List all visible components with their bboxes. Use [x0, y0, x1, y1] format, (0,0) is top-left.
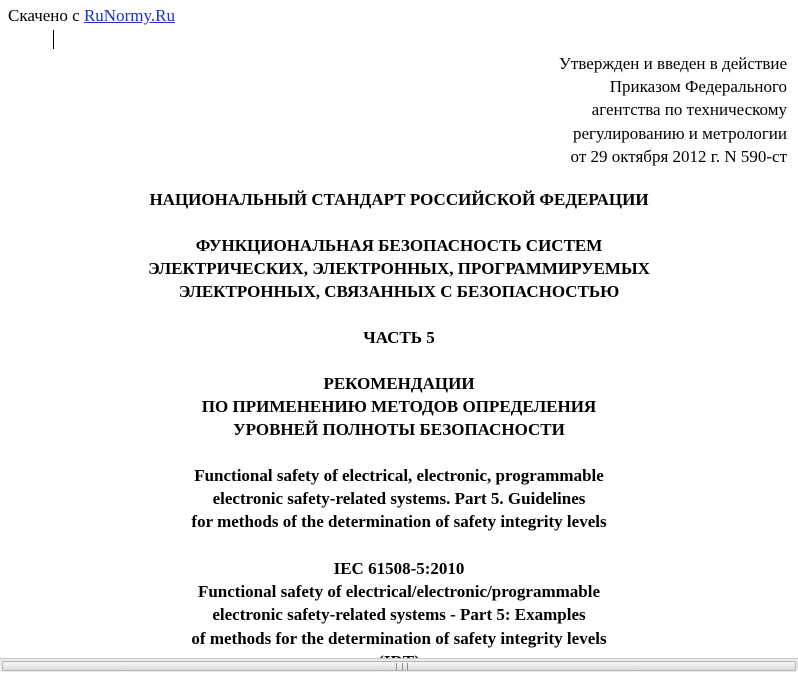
part-heading: [0, 326, 798, 349]
scrollbar-thumb[interactable]: [2, 661, 796, 671]
title-block: [0, 234, 798, 304]
title-line: ЭЛЕКТРИЧЕСКИХ, ЭЛЕКТРОННЫХ, ПРОГРАММИРУЕМЫХ: [148, 259, 650, 279]
approval-line: Приказом Федерального: [609, 77, 787, 97]
approval-block: [559, 52, 787, 168]
text-cursor: [53, 30, 54, 49]
runormy-link[interactable]: RuNormy.Ru: [83, 6, 175, 25]
subtitle-line: ПО ПРИМЕНЕНИЮ МЕТОДОВ ОПРЕДЕЛЕНИЯ: [201, 397, 597, 417]
approval-line: агентства по техническому: [591, 100, 787, 120]
iec-code: IEC 61508-5:2010: [333, 559, 465, 578]
subtitle-line: УРОВНЕЙ ПОЛНОТЫ БЕЗОПАСНОСТИ: [233, 420, 565, 440]
approval-line: регулированию и метрологии: [572, 123, 787, 143]
standard-type-heading: [0, 188, 798, 211]
title-line: ФУНКЦИОНАЛЬНАЯ БЕЗОПАСНОСТЬ СИСТЕМ: [195, 236, 603, 255]
english-title-block: [0, 464, 798, 534]
iec-line: electronic safety-related systems - Part 5: Examples: [212, 605, 586, 625]
standard-type: НАЦИОНАЛЬНЫЙ СТАНДАРТ РОССИЙСКОЙ ФЕДЕРАЦИИ: [149, 190, 649, 209]
iec-block: [0, 557, 798, 673]
approval-line: от 29 октября 2012 г. N 590-ст: [570, 146, 787, 166]
part-label: ЧАСТЬ 5: [363, 328, 435, 347]
iec-line: Functional safety of electrical/electronic/programmable: [197, 582, 601, 602]
iec-line: of methods for the determination of safety integrity levels: [191, 628, 607, 648]
english-title-line: for methods of the determination of safety integrity levels: [191, 512, 607, 532]
english-title-line: electronic safety-related systems. Part 5. Guidelines: [212, 489, 586, 509]
approval-line: Утвержден и введен в действие: [558, 54, 787, 73]
title-line: ЭЛЕКТРОННЫХ, СВЯЗАННЫХ С БЕЗОПАСНОСТЬЮ: [178, 282, 620, 302]
english-title-line: Functional safety of electrical, electronic, programmable: [194, 466, 604, 485]
subtitle-block: [0, 372, 798, 442]
scrollbar-grip-icon: [396, 663, 408, 670]
horizontal-scrollbar[interactable]: [0, 658, 798, 672]
source-prefix: Скачено с: [8, 6, 80, 25]
source-line: [8, 6, 175, 26]
subtitle-line: РЕКОМЕНДАЦИИ: [323, 374, 475, 393]
